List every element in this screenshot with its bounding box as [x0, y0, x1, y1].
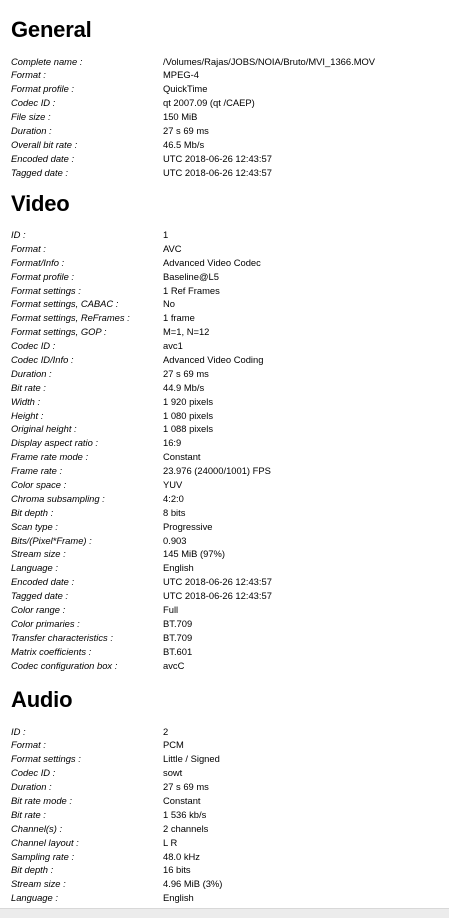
property-label: Codec ID : [11, 767, 56, 779]
property-value: 27 s 69 ms [163, 367, 209, 379]
property-value: M=1, N=12 [163, 326, 210, 338]
property-row [0, 55, 449, 69]
property-value: QuickTime [163, 83, 208, 95]
property-row [0, 325, 449, 339]
property-label: Codec ID : [11, 340, 56, 352]
property-value: UTC 2018-06-26 12:43:57 [163, 590, 272, 602]
property-row [0, 284, 449, 298]
property-value: 44.9 Mb/s [163, 381, 205, 393]
property-label: Color range : [11, 604, 66, 616]
property-label: Bit rate : [11, 808, 46, 820]
property-row [0, 68, 449, 82]
property-label: Duration : [11, 124, 52, 136]
property-value: 27 s 69 ms [163, 124, 209, 136]
property-value: avc1 [163, 340, 183, 352]
property-row [0, 547, 449, 561]
property-row [0, 780, 449, 794]
property-label: Bit rate mode : [11, 794, 72, 806]
section-title-audio: Audio [11, 687, 73, 712]
property-label: Complete name : [11, 55, 83, 67]
property-label: Tagged date : [11, 166, 68, 178]
property-value: Baseline@L5 [163, 270, 219, 282]
property-value: AVC [163, 242, 182, 254]
property-row [0, 450, 449, 464]
property-row [0, 738, 449, 752]
property-value: 1 [163, 229, 169, 240]
property-label: ID : [11, 725, 26, 737]
property-row [0, 311, 449, 325]
property-row [0, 228, 449, 242]
property-value: L R [163, 836, 178, 848]
property-label: Bit depth : [11, 506, 54, 518]
property-value: English [163, 892, 194, 904]
property-value: BT.601 [163, 645, 193, 657]
property-label: Transfer characteristics : [11, 631, 113, 643]
property-row [0, 242, 449, 256]
property-label: File size : [11, 111, 51, 123]
property-label: Stream size : [11, 878, 66, 890]
property-label: Height : [11, 409, 44, 421]
property-label: Channel(s) : [11, 822, 63, 834]
property-label: Duration : [11, 367, 52, 379]
property-row [0, 492, 449, 506]
property-label: Scan type : [11, 520, 58, 532]
property-label: Language : [11, 562, 58, 574]
property-row [0, 422, 449, 436]
property-value: 1 Ref Frames [163, 284, 220, 296]
property-value: YUV [163, 479, 183, 491]
property-label: Color space : [11, 479, 67, 491]
property-label: Codec configuration box : [11, 659, 118, 671]
property-row [0, 891, 449, 905]
section-title-video: Video [11, 191, 70, 216]
section-title-general: General [11, 17, 92, 42]
property-row [0, 124, 449, 138]
property-row [0, 152, 449, 166]
property-label: Format settings, ReFrames : [11, 312, 130, 324]
property-value: 1 920 pixels [163, 395, 214, 407]
property-label: Display aspect ratio : [11, 437, 99, 449]
property-row [0, 464, 449, 478]
property-row [0, 110, 449, 124]
property-row [0, 822, 449, 836]
property-value: UTC 2018-06-26 12:43:57 [163, 576, 272, 588]
property-label: Bit depth : [11, 864, 54, 876]
property-value: 1 536 kb/s [163, 808, 207, 820]
property-row [0, 436, 449, 450]
property-label: Stream size : [11, 548, 66, 560]
property-value: 16:9 [163, 437, 182, 449]
property-label: Codec ID/Info : [11, 354, 74, 366]
property-row [0, 270, 449, 284]
property-label: Original height : [11, 423, 77, 435]
property-row [0, 659, 449, 673]
property-row [0, 367, 449, 381]
property-value: Constant [163, 451, 201, 463]
property-row [0, 808, 449, 822]
property-label: Frame rate mode : [11, 451, 89, 463]
property-label: Frame rate : [11, 465, 63, 477]
property-row [0, 850, 449, 864]
property-value: Advanced Video Coding [163, 354, 264, 366]
property-label: Codec ID : [11, 97, 56, 109]
property-row [0, 138, 449, 152]
property-value: 0.903 [163, 534, 187, 546]
property-label: Format settings : [11, 753, 81, 765]
property-label: Format settings, CABAC : [11, 298, 119, 310]
property-label: Bit rate : [11, 381, 46, 393]
property-row [0, 353, 449, 367]
property-row [0, 534, 449, 548]
property-row [0, 575, 449, 589]
property-row [0, 794, 449, 808]
property-value: 4:2:0 [163, 492, 184, 504]
property-row [0, 877, 449, 891]
property-value: English [163, 562, 194, 574]
property-label: Matrix coefficients : [11, 645, 92, 657]
property-value: 46.5 Mb/s [163, 138, 205, 150]
property-row [0, 506, 449, 520]
property-value: PCM [163, 739, 184, 751]
property-label: Bits/(Pixel*Frame) : [11, 534, 92, 546]
property-value: 1 088 pixels [163, 423, 214, 435]
property-label: Encoded date : [11, 152, 75, 164]
property-label: Channel layout : [11, 836, 79, 848]
property-value: 23.976 (24000/1001) FPS [163, 465, 271, 477]
property-row [0, 645, 449, 659]
property-value: BT.709 [163, 617, 193, 629]
property-value: 2 channels [163, 822, 209, 834]
property-value: qt 2007.09 (qt /CAEP) [163, 97, 255, 109]
property-value: 2 [163, 725, 169, 737]
property-row [0, 520, 449, 534]
property-label: Format/Info : [11, 256, 65, 268]
property-label: Encoded date : [11, 576, 75, 588]
property-row [0, 617, 449, 631]
property-value: 150 MiB [163, 111, 198, 123]
property-row [0, 339, 449, 353]
property-label: Format settings : [11, 284, 81, 296]
property-value: 1 frame [163, 312, 195, 324]
property-row [0, 766, 449, 780]
property-row [0, 82, 449, 96]
property-value: 145 MiB (97%) [163, 548, 226, 560]
property-row [0, 96, 449, 110]
property-value: MPEG-4 [163, 69, 199, 81]
property-label: Overall bit rate : [11, 138, 78, 150]
property-value: Little / Signed [163, 753, 220, 765]
property-value: 48.0 kHz [163, 850, 200, 862]
video-properties [0, 228, 449, 673]
property-label: Format settings, GOP : [11, 326, 107, 338]
property-value: Advanced Video Codec [163, 256, 261, 268]
property-value: 8 bits [163, 506, 186, 518]
property-row [0, 478, 449, 492]
property-label: ID : [11, 229, 26, 240]
property-label: Format : [11, 242, 46, 254]
property-row [0, 603, 449, 617]
property-value: 1 080 pixels [163, 409, 214, 421]
general-properties [0, 55, 449, 180]
property-value: UTC 2018-06-26 12:43:57 [163, 152, 272, 164]
property-value: BT.709 [163, 631, 193, 643]
property-label: Format profile : [11, 270, 75, 282]
property-row [0, 256, 449, 270]
property-label: Tagged date : [11, 590, 68, 602]
property-value: /Volumes/Rajas/JOBS/NOIA/Bruto/MVI_1366.MOV [163, 55, 376, 67]
property-row [0, 863, 449, 877]
property-label: Language : [11, 892, 58, 904]
property-row [0, 589, 449, 603]
property-label: Sampling rate : [11, 850, 75, 862]
property-value: Full [163, 604, 179, 616]
property-value: No [163, 298, 175, 310]
property-value: sowt [163, 767, 183, 779]
property-label: Chroma subsampling : [11, 492, 105, 504]
property-value: avcC [163, 659, 185, 671]
property-value: Constant [163, 794, 201, 806]
property-label: Duration : [11, 781, 52, 793]
property-row [0, 297, 449, 311]
audio-properties [0, 725, 449, 906]
property-value: Progressive [163, 520, 213, 532]
property-row [0, 395, 449, 409]
property-value: 4.96 MiB (3%) [163, 878, 223, 890]
property-row [0, 561, 449, 575]
property-label: Width : [11, 395, 41, 407]
property-label: Format : [11, 739, 46, 751]
property-row [0, 836, 449, 850]
property-row [0, 381, 449, 395]
property-row [0, 752, 449, 766]
property-row [0, 166, 449, 180]
property-row [0, 631, 449, 645]
property-value: 27 s 69 ms [163, 781, 209, 793]
property-label: Format : [11, 69, 46, 81]
property-row [0, 725, 449, 739]
property-label: Color primaries : [11, 617, 80, 629]
property-label: Format profile : [11, 83, 75, 95]
property-value: UTC 2018-06-26 12:43:57 [163, 166, 272, 178]
property-row [0, 409, 449, 423]
property-value: 16 bits [163, 864, 191, 876]
